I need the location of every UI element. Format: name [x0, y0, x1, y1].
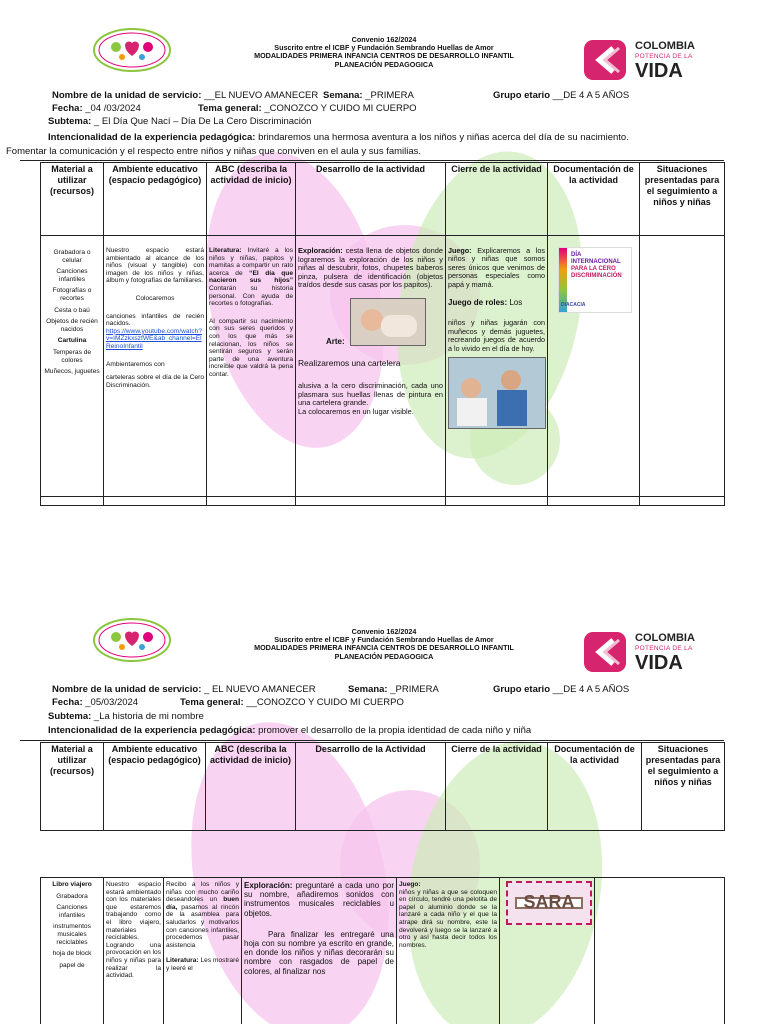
abc-bold: buen día,	[166, 896, 239, 911]
brand-colombia: COLOMBIA	[635, 632, 695, 644]
ambiente-text: Colocaremos	[135, 294, 175, 302]
desarrollo-paragraph	[244, 881, 394, 918]
intencion-row	[48, 132, 629, 143]
subtema-row	[48, 116, 311, 127]
col-header-abc: ABC (describa la actividad de inicio)	[207, 163, 296, 236]
col-header-situaciones: Situaciones presentadas para el seguimiento a niños y niñas	[640, 163, 725, 236]
cierre-text: niños y niñas a que se coloquen en círculo, tendré una pelotita de papel o aluminio donde se la lanzaré a cada niño y el que la atrape dirá su nombre, este la devolverá y luego se la lanzaré a otro y así hasta decir todos los nombres.	[399, 888, 497, 949]
fecha-label: Fecha:	[52, 697, 83, 708]
semana-row	[323, 90, 414, 101]
fecha-row	[52, 697, 138, 708]
col-header-abc: ABC (describa la actividad de inicio)	[206, 743, 296, 831]
cell-ambiente	[104, 236, 207, 506]
material-item: hoja de block	[52, 950, 92, 958]
colombia-vida-logo	[583, 38, 703, 82]
material-item: Objetos de recién nacidos	[46, 318, 98, 333]
desarrollo-text: cesta llena de objetos donde lograremos la exploración de los niños y niñas al descubrir, fotos, chupetes baberos pinza, pulsera de identificación (objetos traídos desde sus casas por los papitos).	[298, 246, 443, 290]
subtema-row	[48, 711, 204, 722]
material-item: Grabadora	[56, 892, 88, 900]
fecha-value: _05/03/2024	[82, 697, 139, 708]
tema-value: __CONOZCO Y CUIDO MI CUERPO	[243, 697, 404, 708]
grupo-label: Grupo etario	[493, 684, 551, 695]
fecha-value: _04 /03/2024	[82, 103, 141, 114]
col-header-material: Material a utilizar (recursos)	[41, 163, 104, 236]
cero-discriminacion-poster	[558, 247, 632, 313]
abc-text: Al compartir su nacimiento con sus seres queridos y con los que más se relacionan, los niños se sentirán seguros y serán parte de una aventura increíble que valdrá la pena contar.	[209, 317, 293, 378]
ambiente-text: carteleras sobre el día de la Cero Discriminación.	[106, 374, 204, 389]
cell-desarrollo	[296, 236, 446, 506]
name-card-text: SARA	[515, 897, 582, 909]
ambiente-text: Nuestro espacio estará ambientado con los materiales que estaremos trabajando como el libro viajero, materiales reciclables. Logrando una provocación en los niños y niñas para realizar la actividad.	[106, 881, 161, 980]
material-item: Canciones infantiles	[56, 268, 88, 283]
material-item: Temperas de colores	[52, 348, 92, 364]
baby-photo	[350, 298, 426, 346]
material-item: Grabadora o celular	[53, 249, 91, 264]
cell-ambiente	[104, 878, 164, 1024]
divider	[40, 496, 724, 497]
intencion-row	[48, 725, 531, 736]
material-item: Cesta o baú	[54, 306, 90, 314]
header-line: PLANEACIÓN PEDAGOGICA	[334, 651, 434, 661]
semana-value: _PRIMERA	[387, 684, 439, 695]
abc-lit-label: Literatura:	[166, 957, 199, 965]
abc-text: pasamos al rincón de la asamblea para saludarlos y motivarlos con canciones infantiles, procedemos pasar asistencia	[166, 903, 239, 949]
unidad-label: Nombre de la unidad de servicio:	[52, 90, 202, 101]
grupo-label: Grupo etario	[493, 90, 551, 101]
abc-text: Contarán su historia personal. Con ayuda de recortes o fotografías.	[209, 284, 293, 308]
header-line: Suscrito entre el ICBF y Fundación Sembrando Huellas de Amor	[274, 43, 494, 53]
cell-cierre	[397, 878, 500, 1024]
desarrollo-text: preguntaré a cada uno por su nombre, añadiremos sonidos con instrumentos musicales reciclables u objetos.	[244, 881, 394, 918]
unidad-label: Nombre de la unidad de servicio:	[52, 684, 202, 695]
ambiente-text: Nuestro espacio estará ambientado al alcance de los niños (visual y tangible) con imagen de los niños y niñas, álbum y fotografías de familiares.	[106, 247, 204, 285]
material-item: Libro viajero	[52, 881, 92, 888]
material-item: Fotografías o recortes	[52, 287, 92, 302]
cierre-text: Explicaremos a los niños y niñas que somos seres únicos que venimos de personas especiales como papá y mamá.	[448, 246, 545, 289]
tema-row	[198, 103, 417, 114]
abc-paragraph	[209, 247, 293, 308]
unidad-row	[52, 90, 318, 101]
col-header-ambiente: Ambiente educativo (espacio pedagógico)	[104, 163, 207, 236]
brand-vida: VIDA	[635, 60, 683, 82]
abc-text: Invitaré a los niños y niñas, papitos y mamitas a compartir un rato acerca de	[209, 247, 293, 277]
subtema-label: Subtema:	[48, 711, 92, 722]
col-header-cierre: Cierre de la actividad	[446, 163, 548, 236]
fecha-row	[52, 103, 141, 114]
semana-value: _PRIMERA	[362, 90, 414, 101]
planeacion-table-2-body	[40, 877, 725, 1024]
material-item: Cartulina	[57, 337, 87, 345]
abc-text: Les mostraré y leeré el	[166, 957, 239, 972]
subtema-label: Subtema:	[48, 116, 92, 127]
cell-material	[41, 236, 104, 506]
kids-playing-photo	[448, 357, 546, 429]
header-line: Convenio 162/2024	[351, 35, 417, 44]
ambiente-text: canciones infantiles de recién nacidos.	[106, 312, 204, 328]
desarrollo-paragraph	[298, 247, 443, 290]
desarrollo-text: alusiva a la cero discriminación, cada uno plasmara sus huellas llenas de pintura en una cartelera grande.	[298, 380, 443, 408]
brand-potencia: POTENCIA DE LA	[635, 645, 693, 652]
semana-row	[348, 684, 439, 695]
divider	[20, 740, 724, 741]
grupo-value: __DE 4 A 5 AÑOS	[550, 90, 630, 101]
table-header-row	[41, 163, 725, 236]
tema-label: Tema general:	[180, 697, 244, 708]
cell-desarrollo	[242, 878, 397, 1024]
cierre-text: niños y niñas jugarán con muñecos y demás juguetes, recreando juegos de acuerdo a lo vivido en el día de hoy.	[448, 318, 545, 353]
unidad-value: __EL NUEVO AMANECER	[201, 90, 319, 101]
colombia-vida-logo	[583, 630, 703, 674]
desarrollo-photo-area	[298, 298, 443, 344]
col-header-material: Material a utilizar (recursos)	[41, 743, 104, 831]
cell-abc	[207, 236, 296, 506]
tema-label: Tema general:	[198, 103, 262, 114]
brand-potencia: POTENCIA DE LA	[635, 53, 693, 60]
intencion-label: Intencionalidad de la experiencia pedagógica:	[48, 132, 256, 143]
desarrollo-text: Para finalizar les entregaré una hoja con su nombre ya escrito en grande, en donde los niños y niñas decorarán su nombre con rasgados de papel de colores, al finalizar nos	[244, 929, 394, 976]
juego-roles-label: Juego de roles:	[448, 298, 508, 308]
material-item: papel de	[59, 961, 85, 969]
roles-tail: Los	[507, 298, 523, 308]
header-line: MODALIDADES PRIMERA INFANCIA CENTROS DE DESARROLLO INFANTIL	[254, 643, 514, 653]
table-body-row	[41, 236, 725, 506]
youtube-link[interactable]: https://www.youtube.com/watch?v=IMZzkxszfWE&ab_channel=ElReinoInfantil	[106, 327, 203, 350]
name-card-photo	[506, 881, 592, 925]
col-header-documentacion: Documentación de la actividad	[548, 163, 640, 236]
material-item: Canciones infantiles	[56, 904, 88, 919]
cierre-paragraph	[448, 247, 545, 289]
cell-documentacion	[500, 878, 595, 1024]
cell-situaciones	[640, 236, 725, 506]
col-header-ambiente: Ambiente educativo (espacio pedagógico)	[104, 743, 206, 831]
tema-value: _CONOZCO Y CUIDO MI CUERPO	[261, 103, 417, 114]
juego-label: Juego:	[399, 881, 421, 888]
unidad-value: _ EL NUEVO AMANECER	[201, 684, 316, 695]
intencion-value: brindaremos una hermosa aventura a los niños y niñas acerca del día de su nacimiento.	[255, 132, 629, 143]
desarrollo-text: La colocaremos en un lugar visible.	[298, 406, 414, 416]
abc-quote: “El día que nacieron sus hijos”	[209, 269, 293, 285]
planeacion-table-1	[40, 162, 725, 506]
poster-title: DÍA INTERNACIONAL	[571, 252, 621, 265]
col-header-situaciones: Situaciones presentadas para el seguimiento a niños y niñas	[642, 743, 725, 831]
ambiente-text: Ambientaremos con	[106, 360, 165, 368]
subtema-value: _La historia de mi nombre	[91, 711, 204, 722]
subtema-value: _ El Día Que Nací – Día De La Cero Discriminación	[91, 116, 312, 127]
material-item: instrumentos musicales reciclables	[53, 923, 91, 946]
divider	[20, 160, 724, 161]
desarrollo-text: Realizaremos una cartelera	[298, 357, 401, 368]
cell-cierre	[446, 236, 548, 506]
poster-tag: DIACACIA	[561, 302, 586, 308]
grupo-value: __DE 4 A 5 AÑOS	[550, 684, 630, 695]
grupo-row	[493, 684, 629, 695]
semana-label: Semana:	[323, 90, 363, 101]
grupo-row	[493, 90, 629, 101]
juego-label: Juego:	[448, 246, 472, 255]
abc-text: Recibo a los niños y niñas con mucho cariño deseandoles un	[166, 881, 239, 904]
material-item: Muñecos, juguetes	[44, 368, 100, 376]
col-header-documentacion: Documentación de la actividad	[548, 743, 642, 831]
semana-label: Semana:	[348, 684, 388, 695]
col-header-cierre: Cierre de la actividad	[446, 743, 548, 831]
table-header-row	[41, 743, 725, 831]
brand-colombia: COLOMBIA	[635, 40, 695, 52]
unidad-row	[52, 684, 316, 695]
cell-abc	[164, 878, 242, 1024]
header-line: PLANEACIÓN PEDAGOGICA	[334, 59, 434, 69]
header-line: MODALIDADES PRIMERA INFANCIA CENTROS DE DESARROLLO INFANTIL	[254, 51, 514, 61]
exploracion-label: Exploración:	[244, 881, 293, 890]
roles-paragraph	[448, 299, 545, 307]
brand-vida: VIDA	[635, 652, 683, 674]
poster-subtitle: PARA LA CERO DISCRIMINACIÓN	[571, 266, 622, 279]
header-line: Suscrito entre el ICBF y Fundación Sembrando Huellas de Amor	[274, 635, 494, 645]
table-body-row	[41, 878, 725, 1024]
arte-label: Arte:	[326, 336, 345, 346]
exploracion-label: Exploración:	[298, 246, 343, 255]
abc-lit-label: Literatura:	[209, 247, 242, 254]
abc-paragraph	[166, 957, 239, 972]
col-header-desarrollo: Desarrollo de la Actividad	[296, 743, 446, 831]
cell-documentacion	[548, 236, 640, 506]
planeacion-table-2	[40, 742, 725, 831]
cell-material	[41, 878, 104, 1024]
fecha-label: Fecha:	[52, 103, 83, 114]
intencion-value: promover el desarrollo de la propia identidad de cada niño y niña	[255, 725, 532, 736]
intencion-label: Intencionalidad de la experiencia pedagógica:	[48, 725, 256, 736]
header-line: Convenio 162/2024	[351, 627, 417, 636]
abc-paragraph	[166, 881, 239, 949]
col-header-desarrollo: Desarrollo de la actividad	[296, 163, 446, 236]
cell-situaciones	[595, 878, 725, 1024]
intencion-line2: Fomentar la comunicación y el respecto entre niños y niñas que conviven en el aula y sus familias.	[6, 146, 422, 157]
planeacion-page-2	[0, 540, 768, 1024]
tema-row	[180, 697, 404, 708]
